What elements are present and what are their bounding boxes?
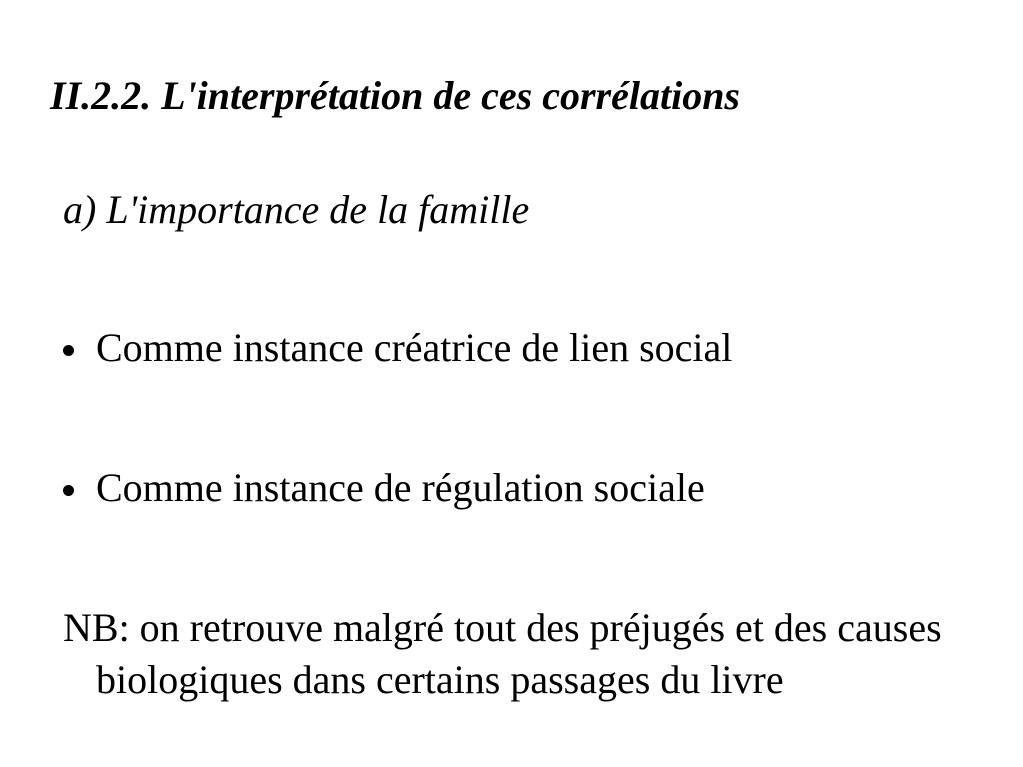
- bullet-dot-icon: [63, 345, 74, 356]
- bullet-dot-icon: [63, 485, 74, 496]
- section-subtitle: a) L'importance de la famille: [63, 187, 530, 232]
- note-paragraph: NB: on retrouve malgré tout des préjugés et des causes biologiques dans certains passages du livre: [63, 605, 942, 702]
- bullet-text: Comme instance de régulation sociale: [96, 465, 705, 510]
- slide-title: II.2.2. L'interprétation de ces corrélations: [50, 73, 740, 118]
- bullet-text: Comme instance créatrice de lien social: [96, 325, 733, 370]
